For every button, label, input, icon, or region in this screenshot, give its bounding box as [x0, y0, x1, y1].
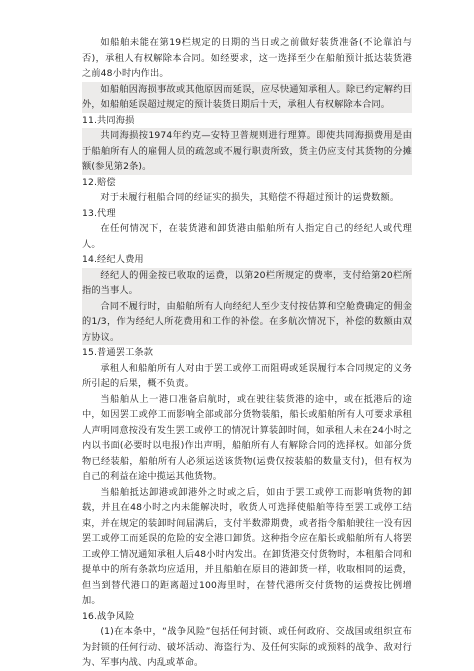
clause-15-paragraph-2: 当船舶从上一港口准备启航时，或在驶往装货港的途中，或在抵港后的途中，如因罢工或停工而影响全部或部分货物装船，船长或船舶所有人可要求承租人声明同意按没有发生罢工或停工的情况计算装卸时间，如承租人未在24小时之内以书面(必要时以电报)作出声明，船舶所有人有解除合同的选择权。如部分货物已经装船，船舶所有人必须运送该货物(运费仅按装船的数量支付)，但有权为自己的利益在途中揽运其他货物。 — [82, 393, 412, 482]
clause-16-paragraph-1: (1)在本条中，“战争风险”包括任何封锁、或任何政府、交战国或组织宣布为封锁的任何行动、破坏活动、海盗行为、及任何实际的或预料的战争、敌对行为、军事内战、内乱或革命。 — [82, 626, 412, 668]
clause-11-heading: 11.共同海损 — [82, 114, 135, 126]
clause-10-paragraph-2: 如船舶因海损事故或其他原因而延误，应尽快通知承租人。除已约定解约日外，如船舶延误超过规定的预计装货日期后十天，承租人有权解除本合同。 — [82, 82, 412, 113]
clause-14-paragraph-1: 经纪人的佣金按已收取的运费，以第20栏所规定的费率，支付给第20栏所指的当事人。 — [82, 268, 412, 299]
clause-16-heading: 16.战争风险 — [82, 610, 135, 622]
clause-15-paragraph-3: 当船舶抵达卸港或卸港外之时或之后，如由于罢工或停工而影响货物的卸载，并且在48小时之内未能解决时，收货人可选择使船舶等待至罢工或停工结束，并在规定的装卸时间届满后，支付半数滞期费，或者指令船舶驶往一没有因罢工或停工而延误的危险的安全港口卸货。这种指令应在船长或船舶所有人将罢工或停工情况通知承租人后48小时内发出。在卸货港交付货物时，本租船合同和提单中的所有条款均应适用，并且船舶在原目的港卸货一样，收取相同的运费，但当到替代港口的距离超过100海里时，在替代港所交付货物的运费按比例增加。 — [82, 486, 412, 606]
clause-12-heading: 12.赔偿 — [82, 176, 116, 188]
clause-14-heading: 14.经纪人费用 — [82, 254, 144, 265]
document-body — [82, 35, 412, 671]
clause-13-paragraph: 在任何情况下，在装货港和卸货港由船舶所有人指定自己的经纪人或代理人。 — [82, 223, 412, 250]
clause-10-paragraph-1: 如船舶未能在第19栏规定的日期的当日或之前做好装货准备(不论靠泊与否)，承租人有权解除本合同。如经要求，这一选择至少在船舶预计抵达装货港之前48小时内作出。 — [82, 37, 412, 79]
clause-11-paragraph: 共同海损按1974年约克—安特卫普规则进行理算。即使共同海损费用是由于船舶所有人的雇佣人员的疏忽或不履行职责所致，货主仍应支付其货物的分摊额(参见第2条)。 — [82, 128, 412, 175]
clause-13-heading: 13.代理 — [82, 207, 116, 219]
clause-12-paragraph: 对于未履行租船合同的经证实的损失，其赔偿不得超过预计的运费数额。 — [100, 192, 400, 203]
clause-15-heading: 15.普通罢工条款 — [82, 347, 154, 358]
clause-15-paragraph-1: 承租人和船舶所有人对由于罢工或停工而阻碍或延误履行本合同规定的义务所引起的后果，概不负责。 — [82, 362, 412, 389]
clause-14-paragraph-2: 合同不履行时，由船舶所有人向经纪人至少支付按估算和空舱费确定的佣金的1/3，作为经纪人所花费用和工作的补偿。在多航次情况下，补偿的数额由双方协议。 — [82, 299, 412, 346]
